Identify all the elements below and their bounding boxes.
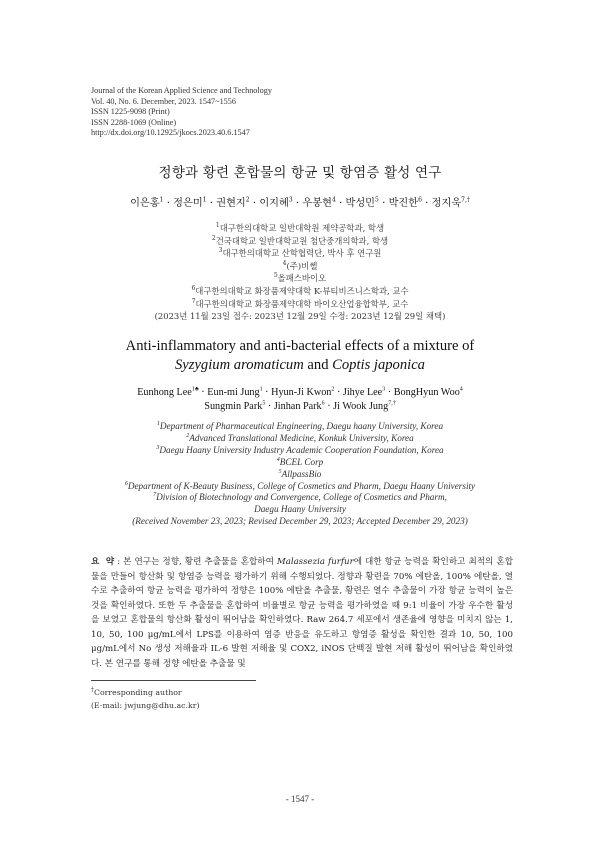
abstract-label: 요 약 — [91, 557, 115, 567]
title-korean: 정향과 황련 혼합물의 항균 및 항염증 활성 연구 — [158, 165, 442, 181]
affiliation — [0, 445, 600, 457]
issn-online: ISSN 2288-1069 (Online) — [91, 117, 177, 127]
author: 정지욱 — [431, 198, 462, 209]
footnote — [91, 686, 200, 712]
affil-sup: 6 — [124, 480, 128, 487]
issn-print: ISSN 1225-9098 (Print) — [91, 107, 170, 117]
author: Jihye Lee — [342, 387, 383, 398]
author: BongHyun Woo — [393, 387, 460, 398]
affil-text: 대구한의대학교 화장품제약대학 바이오산업융합학부, 교수 — [195, 298, 409, 309]
title-english — [0, 337, 600, 376]
affil-sup: 2 — [186, 432, 190, 439]
affil-text: Advanced Translational Medicine, Konkuk University, Korea — [189, 432, 414, 443]
doi-link[interactable]: http://dx.doi.org/10.12925/jkocs.2023.40.6.1547 — [91, 128, 250, 138]
author-sup: 5 — [262, 400, 266, 407]
affil-sup: 4 — [282, 259, 287, 267]
affil-text: 대구한의대학교 화장품제약대학 K-뷰티비즈니스학과, 교수 — [195, 285, 409, 296]
affiliation — [0, 222, 600, 235]
affil-text: (주)비쎌 — [286, 260, 318, 271]
affil-sup: 5 — [273, 272, 278, 280]
author-sup: 6 — [321, 400, 325, 407]
author-sup: 2 — [331, 386, 335, 393]
journal-name: Journal of the Korean Applied Science and Technology — [91, 86, 272, 95]
affil-text: Department of K-Beauty Business, College of Cosmetics and Pharm, Daegu Haany University — [127, 480, 476, 491]
abstract-text: 에 대한 항균 능력을 확인하고 최적의 혼합물을 만들어 항산화 및 항염증 능력을 평가하기 위해 수행되었다. 정향과 황련을 70% 에탄올, 100% 에탄올, 열수로 추출하여 항균 능력을 평가하여 정향은 100% 에탄올 추출물, 황련은 열수 추출물이 가장 항균 능력이 높은 것을 확인하였다. 또한 두 추출물을 혼합하여 비율별로 항균 능력을 평가하였을 때 9:1 비율이 가장 우수한 활성을 보였고 혼합물의 항산화 활성이 뛰어남을 확인하였다. Raw 264.7 세포에서 생존율에 영향을 미치지 않는 1, 10, 50, 100 μg/mL에서 LPS를 이용하여 염증 반응을 유도하고 항염증 활성을 확인한 결과 10, 50, 100 μg/mL에서 No 생성 저해율과 IL-6 발현 저해율 및 COX2, iNOS 단백질 발현 저해 활성이 뛰어남을 확인하였다. 본 연구를 통해 정향 에탄올 추출물 및 — [91, 557, 513, 669]
affil-text: Department of Pharmaceutical Engineering, Daegu haany University, Korea — [159, 421, 444, 431]
author: Jinhan Park — [273, 400, 322, 412]
author-sup: 4 — [459, 386, 463, 393]
affil-text: Division of Biotechnology and Convergence, College of Cosmetics and Pharm, — [156, 492, 447, 503]
corresponding-author — [91, 686, 200, 699]
affil-text: 대구한의대학교 일반대학원 제약공학과, 학생 — [219, 223, 385, 233]
affil-sup: 6 — [191, 285, 196, 293]
author-sup: 7,† — [461, 196, 470, 204]
author: 이지혜 — [259, 198, 289, 209]
affiliation — [0, 285, 600, 298]
author: Sungmin Park — [204, 400, 263, 412]
conjunction: and — [303, 357, 333, 374]
affil-sup: 5 — [278, 468, 282, 475]
author-sup: 1 — [159, 196, 164, 204]
author-sup: 5 — [375, 196, 379, 204]
dates-korean: (2023년 11월 23일 접수: 2023년 12월 29일 수정: 2023년 12월 29일 채택) — [154, 311, 446, 322]
authors-korean: 이은홍$^1$ · 정은미$^1$ · 권현지$^2$ · 이지혜$^3$ · 우봉현$^4$ · 박성민$^5$ · 박진한$^6$ · 정지욱$^{7,\dagger}$ — [130, 196, 470, 209]
species-name: Syzygium aromaticum — [175, 357, 304, 374]
author-sup: 1 — [259, 386, 263, 393]
affil-sup: 2 — [211, 234, 216, 242]
affil-sup: 7 — [153, 492, 157, 499]
dagger-mark: † — [91, 686, 94, 694]
affil-sup: 7 — [191, 297, 196, 305]
affil-text: 올패스바이오 — [277, 273, 327, 284]
author: Eunhong Lee — [137, 387, 192, 398]
affil-text: 대구한의대학교 산학협력단, 박사 후 연구원 — [222, 248, 382, 259]
affil-sup: 1 — [156, 420, 160, 427]
author: 박성민 — [345, 198, 376, 209]
footnote-email[interactable]: (E-mail: jwjung@dhu.ac.kr) — [91, 701, 200, 710]
author-sup: 6 — [418, 196, 422, 204]
affiliation — [0, 492, 600, 504]
author: 박진한 — [388, 198, 419, 209]
abstract-separator: : — [114, 557, 124, 567]
journal-header — [91, 86, 272, 139]
author-sup: 3 — [288, 196, 293, 204]
footnote-label: Corresponding author — [94, 688, 182, 697]
author-sup: 1♣ — [191, 386, 199, 393]
authors-english: Eunhong Lee$^{1♣}$ · Eun-mi Jung$^1$ · Hyun-Ji Kwon$^2$ · Jihye Lee$^3$ · BongHyun Woo$^4$ Sungmin Park$^5$ · Jinhan Park$^6$ · Ji Wook Jung$^{7,\dagger}$ — [137, 386, 463, 412]
affiliations-korean — [0, 222, 600, 323]
affiliation-continued: Daegu Haany University — [254, 504, 346, 515]
title-english-line2 — [0, 356, 600, 375]
affil-sup: 4 — [276, 456, 280, 463]
footnote-divider — [91, 680, 256, 681]
author: 이은홍 — [130, 198, 160, 209]
affiliation — [0, 298, 600, 311]
author-sup: 3 — [382, 386, 386, 393]
species-name: Coptis japonica — [332, 357, 425, 374]
affil-text: Daegu Haany University Industry Academic Cooperation Foundation, Korea — [159, 444, 444, 455]
affiliation — [0, 260, 600, 273]
abstract — [91, 555, 513, 671]
species-name: Malassezia furfur — [276, 557, 354, 567]
affil-text: BCEL Corp — [279, 456, 324, 467]
author-sup: 7,† — [388, 400, 396, 407]
affiliation — [0, 247, 600, 260]
author-sup: 4 — [331, 196, 336, 204]
affiliation — [0, 469, 600, 481]
affil-sup: 3 — [156, 444, 160, 451]
affil-text: 건국대학교 일반대학교원 첨단중개의학과, 학생 — [215, 235, 389, 246]
author: 권현지 — [216, 198, 246, 209]
page-number: - 1547 - — [285, 794, 315, 804]
affiliations-english — [0, 421, 600, 528]
affil-sup: 1 — [215, 222, 220, 230]
author: 정은미 — [173, 198, 203, 209]
title-english-line1: Anti-inflammatory and anti-bacterial effects of a mixture of — [125, 338, 475, 354]
author-sup: 1 — [202, 196, 207, 204]
affiliation — [0, 481, 600, 493]
affil-sup: 3 — [218, 247, 223, 255]
affiliation — [0, 433, 600, 445]
affiliation — [0, 457, 600, 469]
author: Ji Wook Jung — [333, 400, 389, 412]
author-sup: 2 — [245, 196, 250, 204]
dates-english: (Received November 23, 2023; Revised December 29, 2023; Accepted December 29, 2023) — [132, 516, 468, 527]
affil-text: AllpassBio — [281, 468, 322, 479]
author: 우봉현 — [302, 198, 332, 209]
abstract-text: 본 연구는 정향, 황련 추출물을 혼합하여 — [123, 557, 277, 567]
affiliation — [0, 272, 600, 285]
affiliation — [0, 421, 600, 433]
affiliation — [0, 235, 600, 248]
journal-volume: Vol. 40, No. 6. December, 2023. 1547~1556 — [91, 96, 236, 106]
author: Eun-mi Jung — [207, 387, 260, 398]
author: Hyun-Ji Kwon — [271, 387, 332, 398]
